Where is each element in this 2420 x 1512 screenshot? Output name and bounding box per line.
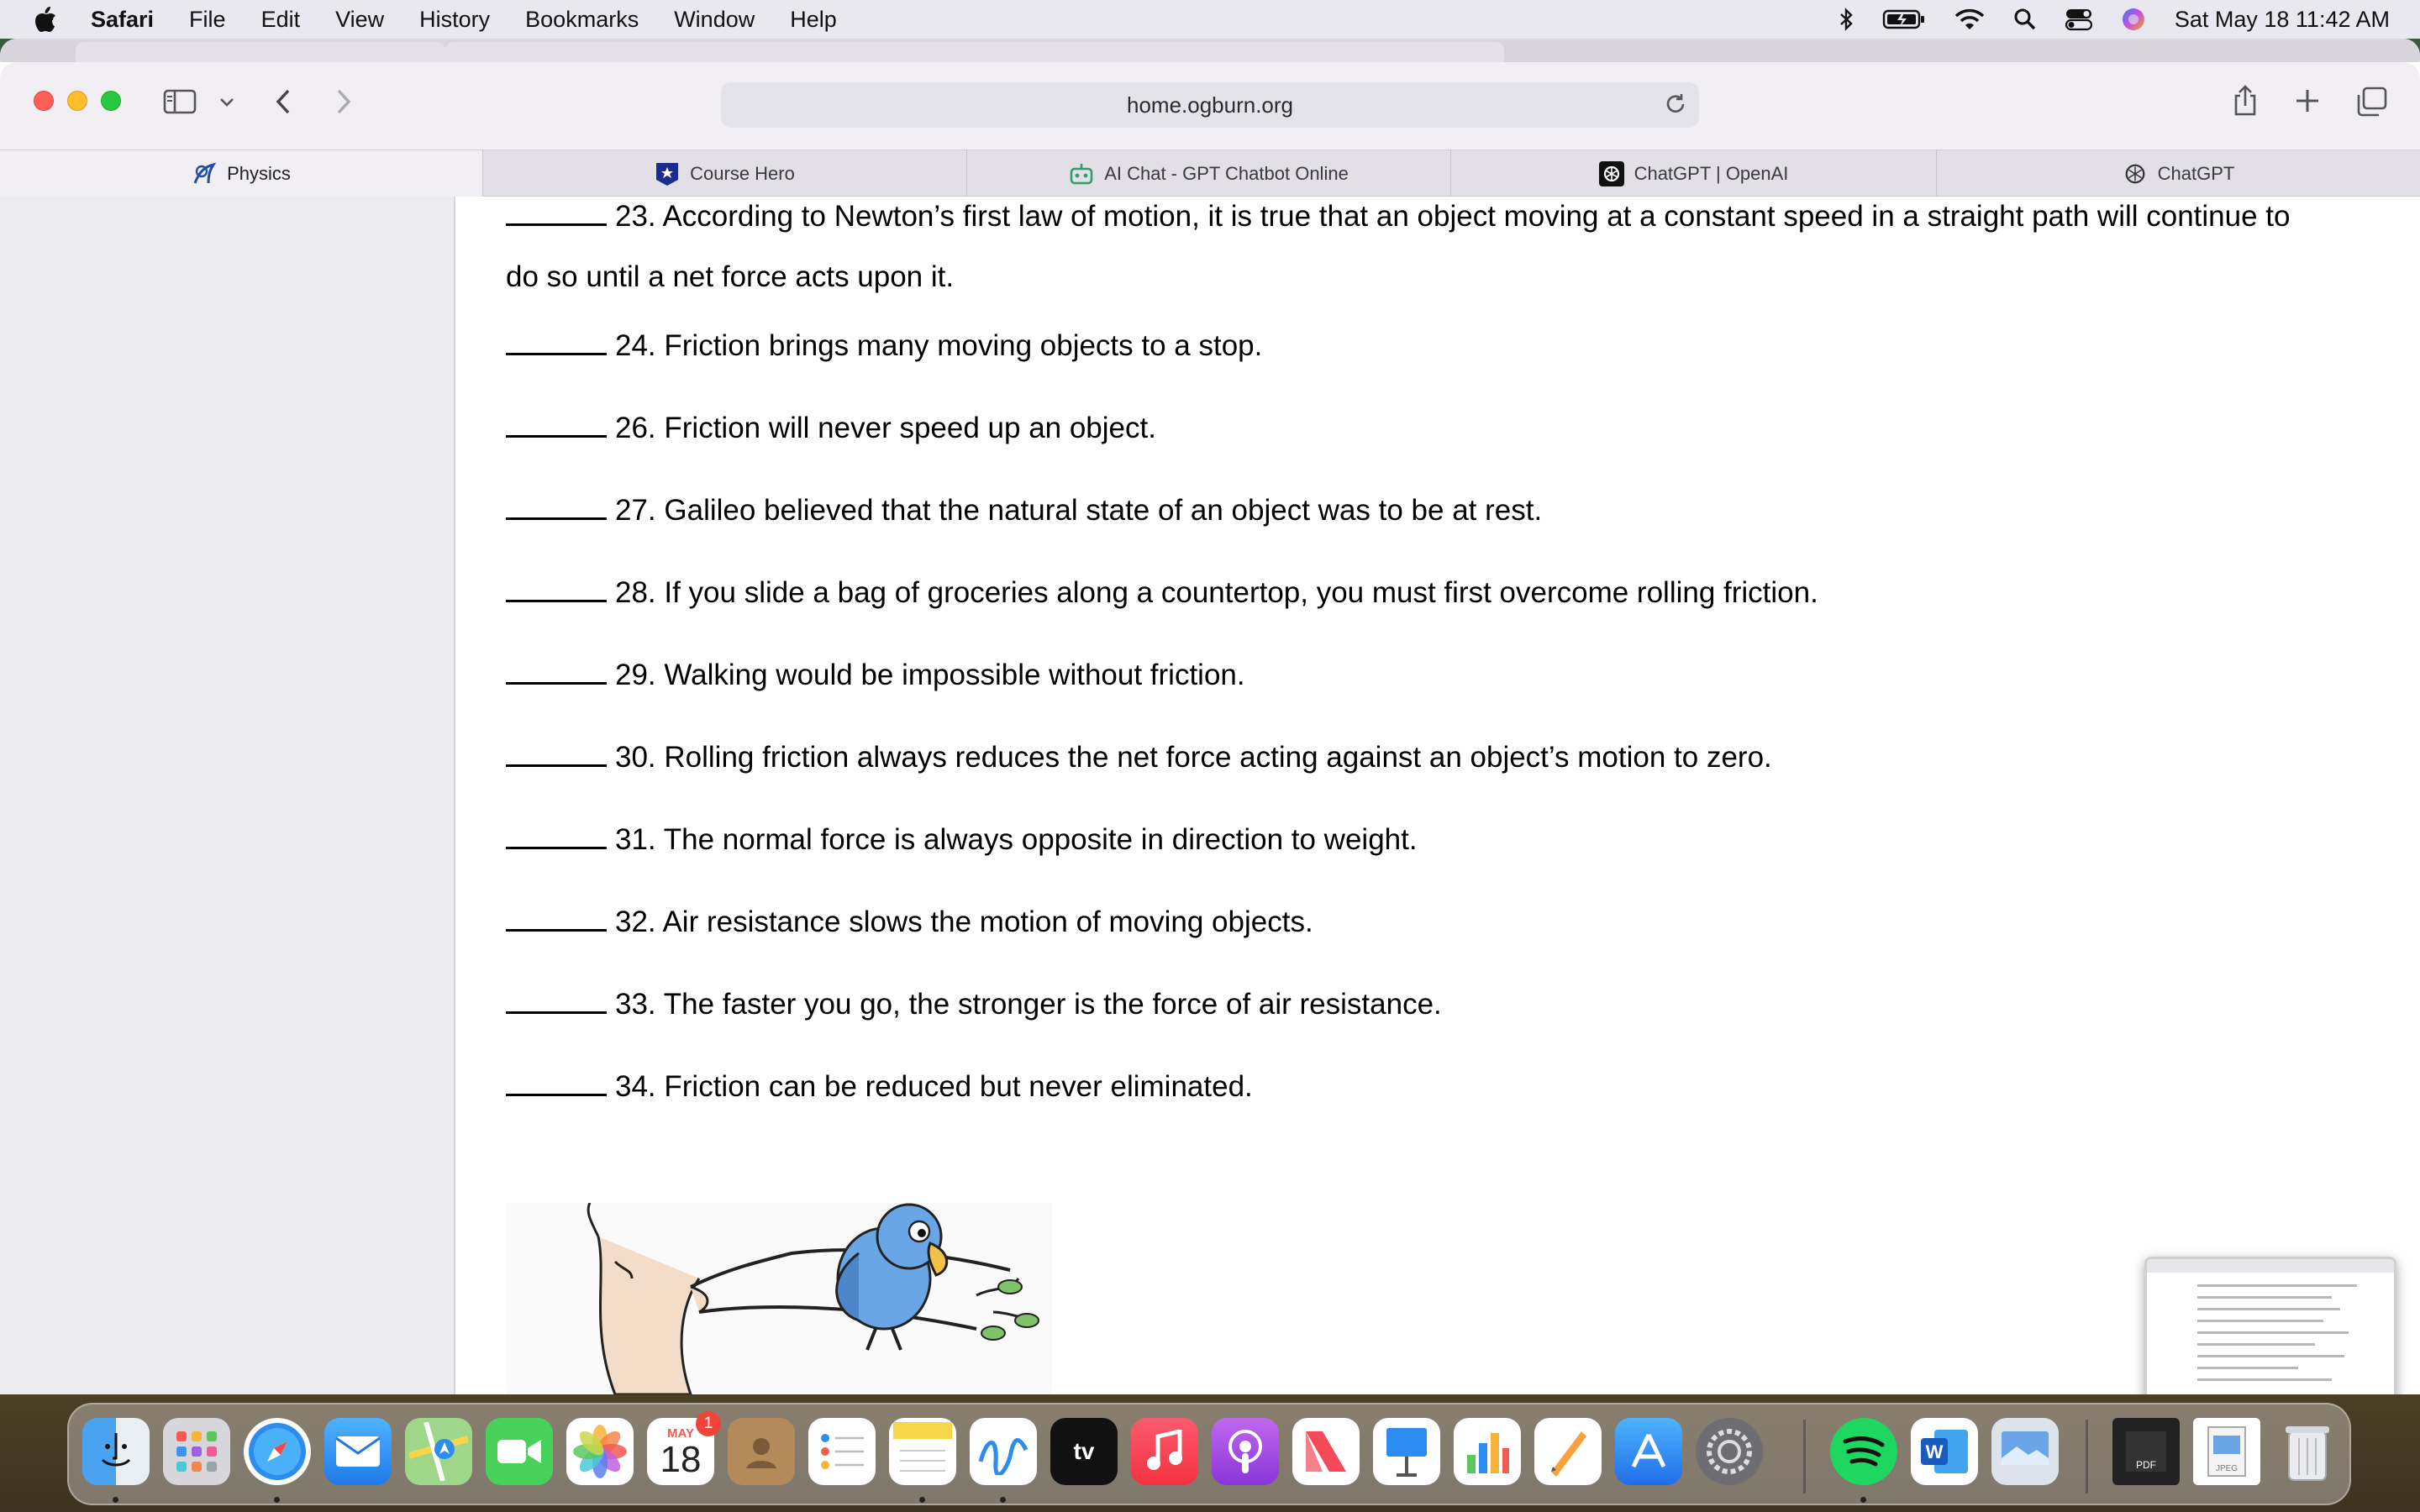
menu-view[interactable]: View — [335, 6, 385, 32]
dock — [67, 1403, 2351, 1505]
numbers-icon[interactable] — [1454, 1418, 1521, 1485]
thumbnail-line — [2197, 1355, 2344, 1357]
jpeg-document-stack-icon[interactable] — [2193, 1418, 2260, 1485]
svg-text:JPEG: JPEG — [2215, 1464, 2238, 1473]
chevron-down-icon[interactable] — [217, 92, 237, 113]
question-text: 33. The faster you go, the stronger is the force of air resistance. — [615, 988, 1442, 1021]
finder-icon[interactable] — [82, 1418, 150, 1485]
maximize-window-button[interactable] — [101, 91, 121, 111]
question-text-continued: do so until a net force acts upon it. — [506, 260, 955, 293]
notes-icon[interactable] — [889, 1418, 956, 1485]
question-text: 28. If you slide a bag of groceries along a countertop, you must first overcome rolling friction. — [615, 576, 1818, 609]
reload-icon[interactable] — [1664, 92, 1687, 122]
question-text: 23. According to Newton’s first law of motion, it is true that an object moving at a constant speed in a straight path will continue to — [615, 200, 2291, 233]
robot-favicon-icon — [1069, 161, 1094, 186]
siri-icon[interactable] — [2121, 7, 2146, 32]
photos-icon[interactable] — [566, 1418, 634, 1485]
calendar-day: 18 — [660, 1438, 702, 1480]
back-arrow-icon[interactable] — [271, 86, 296, 118]
microsoft-word-icon[interactable] — [1911, 1418, 1978, 1485]
thumbnail-line — [2197, 1343, 2315, 1346]
podcasts-icon[interactable] — [1212, 1418, 1279, 1485]
pages-icon[interactable] — [1534, 1418, 1602, 1485]
trash-icon[interactable] — [2274, 1418, 2341, 1485]
question-24 — [506, 316, 2388, 376]
tab-label: Course Hero — [690, 162, 795, 184]
menu-bookmarks[interactable]: Bookmarks — [525, 6, 639, 32]
dock-separator — [1803, 1420, 1806, 1494]
question-text: 24. Friction brings many moving objects to a stop. — [615, 329, 1263, 362]
tv-logo-glyph: tv — [1073, 1438, 1095, 1464]
freeform-icon[interactable] — [970, 1418, 1037, 1485]
answer-blank — [506, 201, 607, 226]
pdf-document-stack-icon[interactable] — [2112, 1418, 2180, 1485]
question-text: 32. Air resistance slows the motion of moving objects. — [615, 906, 1313, 938]
url-text: home.ogburn.org — [1126, 92, 1294, 118]
app-store-icon[interactable] — [1615, 1418, 1682, 1485]
calendar-badge: 1 — [696, 1411, 721, 1436]
worksheet-page — [457, 197, 2420, 1394]
share-icon[interactable] — [2230, 84, 2260, 118]
question-29 — [506, 645, 2388, 706]
battery-icon[interactable] — [1882, 8, 1926, 30]
question-text: 29. Walking would be impossible without friction. — [615, 659, 1245, 691]
question-23 — [506, 197, 2388, 307]
menu-edit[interactable]: Edit — [260, 6, 301, 32]
tab-chatgpt[interactable] — [1936, 150, 2420, 197]
question-28 — [506, 563, 2388, 623]
dock-separator — [2086, 1420, 2088, 1494]
answer-blank — [506, 1071, 607, 1096]
screenshot-thumbnail-preview[interactable] — [2144, 1257, 2396, 1394]
thumbnail-line — [2197, 1378, 2332, 1381]
tab-label: AI Chat - GPT Chatbot Online — [1104, 162, 1349, 184]
spotlight-search-icon[interactable] — [2013, 8, 2037, 31]
tab-label: ChatGPT — [2157, 162, 2235, 184]
running-indicator — [1860, 1497, 1866, 1503]
answer-blank — [506, 577, 607, 602]
tab-bar — [0, 150, 2420, 197]
question-33 — [506, 974, 2388, 1035]
tv-icon[interactable] — [1050, 1418, 1118, 1485]
sidebar-pane — [0, 197, 455, 1394]
menu-help[interactable]: Help — [790, 6, 837, 32]
calendar-month: MAY — [667, 1425, 694, 1441]
question-text: 34. Friction can be reduced but never eliminated. — [615, 1070, 1253, 1103]
window-controls — [34, 91, 121, 111]
course-hero-favicon-icon — [655, 161, 680, 186]
menu-window[interactable]: Window — [674, 6, 755, 32]
background-window-tab — [76, 42, 445, 62]
tab-physics[interactable] — [0, 150, 482, 197]
question-26 — [506, 398, 2388, 459]
browser-toolbar — [0, 62, 2420, 150]
thumbnail-line — [2197, 1308, 2340, 1310]
physics-favicon-icon — [192, 161, 217, 186]
answer-blank — [506, 659, 607, 685]
answer-blank — [506, 742, 607, 767]
answer-blank — [506, 330, 607, 355]
maps-icon[interactable] — [405, 1418, 472, 1485]
running-indicator — [274, 1497, 280, 1503]
menu-history[interactable]: History — [419, 6, 491, 32]
question-34 — [506, 1057, 2388, 1117]
menu-app-safari[interactable]: Safari — [91, 6, 155, 32]
openai-favicon-icon — [1599, 161, 1624, 186]
safari-icon[interactable] — [244, 1418, 311, 1485]
svg-text:PDF: PDF — [2136, 1459, 2156, 1471]
menu-bar — [0, 0, 2420, 39]
menu-file[interactable]: File — [189, 6, 226, 32]
question-31 — [506, 810, 2388, 870]
tab-label: Physics — [227, 162, 291, 184]
bird-on-branch-cartoon — [506, 1203, 1052, 1394]
answer-blank — [506, 989, 607, 1014]
thumbnail-line — [2197, 1367, 2298, 1369]
thumbnail-line — [2197, 1331, 2349, 1334]
thumbnail-menubar — [2147, 1259, 2396, 1273]
keynote-icon[interactable] — [1373, 1418, 1440, 1485]
safari-window — [0, 39, 2420, 1394]
apple-menu-icon[interactable] — [34, 5, 59, 34]
reminders-icon[interactable] — [808, 1418, 876, 1485]
system-settings-icon[interactable] — [1696, 1418, 1763, 1485]
sidebar-toggle-icon[interactable] — [163, 87, 197, 116]
bluetooth-icon[interactable] — [1839, 8, 1854, 31]
running-indicator — [1000, 1497, 1006, 1503]
question-text: 31. The normal force is always opposite in direction to weight. — [615, 823, 1418, 856]
answer-blank — [506, 906, 607, 932]
answer-blank — [506, 412, 607, 438]
tab-label: ChatGPT | OpenAI — [1634, 162, 1789, 184]
preview-icon[interactable] — [1991, 1418, 2059, 1485]
forward-arrow-icon[interactable] — [331, 86, 356, 118]
facetime-icon[interactable] — [486, 1418, 553, 1485]
thumbnail-line — [2197, 1296, 2332, 1299]
question-27 — [506, 480, 2388, 541]
answer-blank — [506, 824, 607, 849]
window-background-strip — [0, 39, 2420, 62]
question-30 — [506, 727, 2388, 788]
question-text: 26. Friction will never speed up an object. — [615, 412, 1156, 444]
answer-blank — [506, 495, 607, 520]
wifi-icon[interactable] — [1954, 8, 1985, 31]
menubar-clock[interactable]: Sat May 18 11:42 AM — [2174, 6, 2390, 32]
thumbnail-line — [2197, 1320, 2323, 1322]
thumbnail-line — [2197, 1284, 2357, 1287]
address-bar[interactable] — [721, 82, 1699, 128]
tab-ai-chat[interactable] — [966, 150, 1450, 197]
question-text: 27. Galileo believed that the natural state of an object was to be at rest. — [615, 494, 1543, 527]
tab-overview-icon[interactable] — [2354, 86, 2388, 118]
minimize-window-button[interactable] — [67, 91, 87, 111]
news-icon[interactable] — [1292, 1418, 1360, 1485]
tab-chatgpt-openai[interactable] — [1450, 150, 1936, 197]
running-indicator — [919, 1497, 925, 1503]
music-icon[interactable] — [1131, 1418, 1198, 1485]
tab-course-hero[interactable] — [482, 150, 966, 197]
mail-icon[interactable] — [324, 1418, 392, 1485]
launchpad-icon[interactable] — [163, 1418, 230, 1485]
svg-text:W: W — [1925, 1441, 1944, 1462]
web-content — [0, 197, 2420, 1394]
question-text: 30. Rolling friction always reduces the net force acting against an object’s motion to zero. — [615, 741, 1772, 774]
spotify-icon[interactable] — [1830, 1418, 1897, 1485]
openai-favicon-icon — [2123, 161, 2148, 186]
new-tab-plus-icon[interactable] — [2292, 86, 2323, 116]
background-window-tab — [445, 42, 1504, 62]
control-center-icon[interactable] — [2065, 8, 2092, 31]
close-window-button[interactable] — [34, 91, 54, 111]
running-indicator — [113, 1497, 118, 1503]
question-32 — [506, 892, 2388, 953]
contacts-icon[interactable] — [728, 1418, 795, 1485]
